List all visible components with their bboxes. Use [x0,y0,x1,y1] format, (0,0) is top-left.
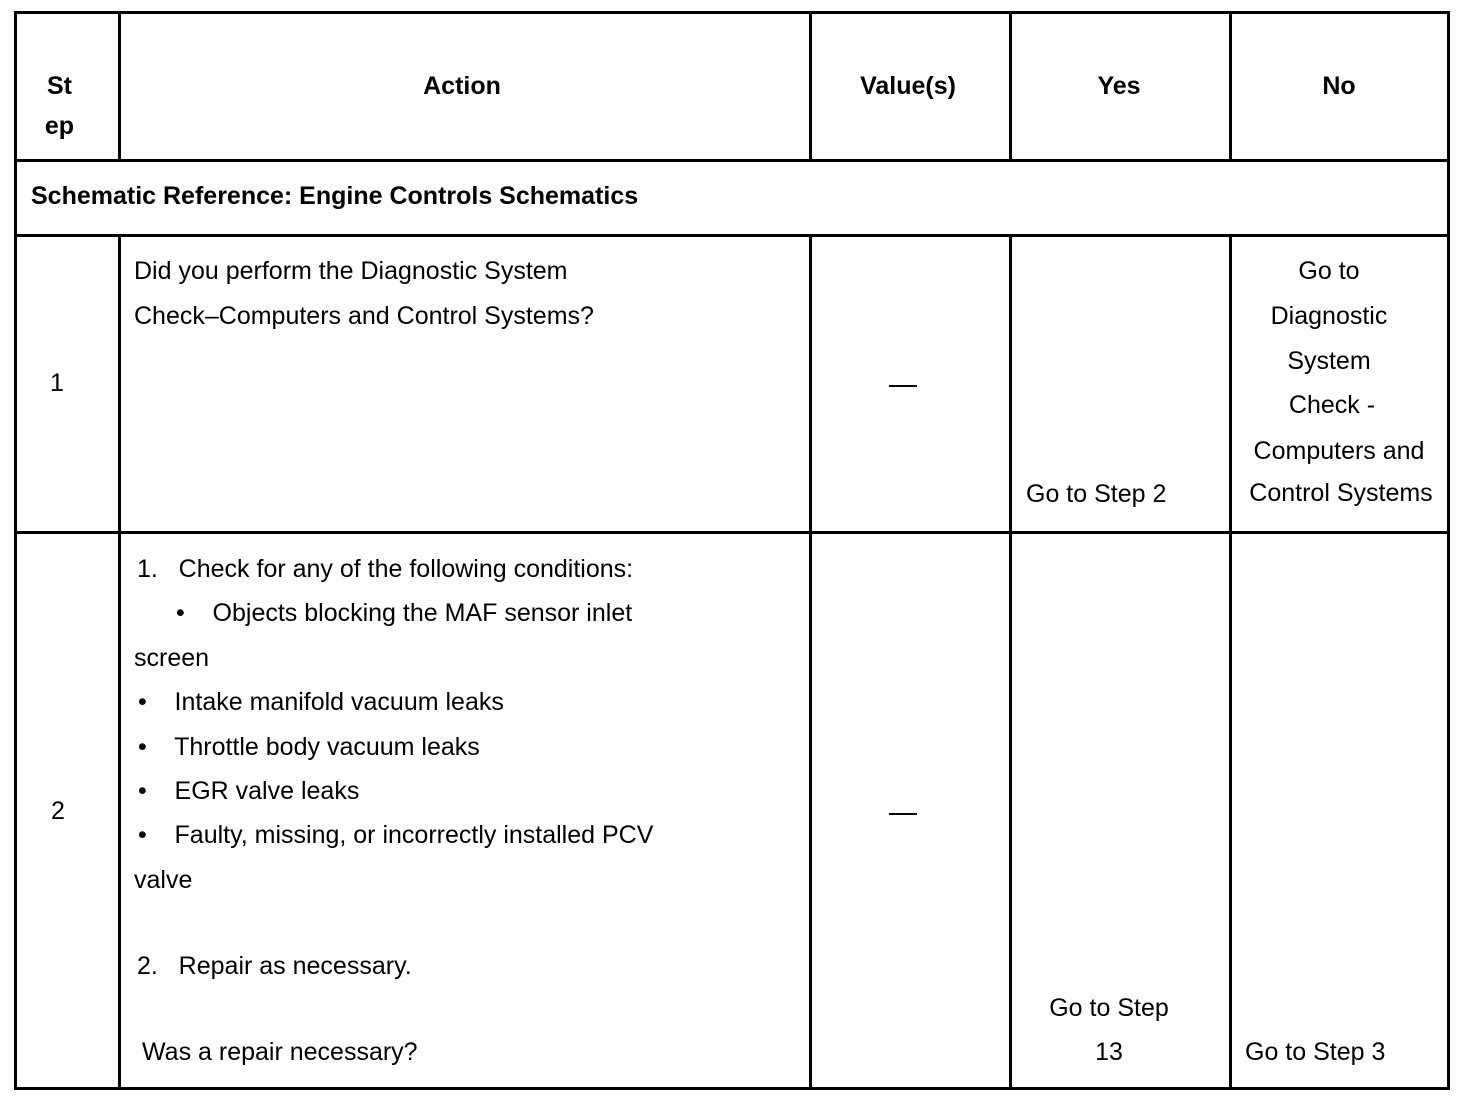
row1-step: 1 [50,369,64,397]
row2-step: 2 [51,797,65,825]
row1-action-line: Check–Computers and Control Systems? [134,302,594,330]
row1-action-line: Did you perform the Diagnostic System [134,257,568,285]
row2-yes-line: Go to Step [1049,994,1169,1022]
header-values: Value(s) [860,72,956,100]
row1-no-line: Go to [1298,257,1360,285]
row2-value-dash [889,813,917,815]
column-divider [809,235,812,1087]
header-action: Action [423,72,501,100]
row2-no: Go to Step 3 [1245,1038,1386,1066]
row1-no-line: Diagnostic [1270,302,1388,330]
row1-no-line: System [1287,347,1371,375]
header-no: No [1322,72,1356,100]
row2-bullet: • Intake manifold vacuum leaks [138,688,504,716]
column-divider [1009,235,1012,1087]
row1-value-dash [889,385,917,387]
row2-yes-line: 13 [1095,1038,1123,1066]
row2-bullet: • Faulty, missing, or incorrectly installed PCV [138,821,654,849]
row2-bullet: • Objects blocking the MAF sensor inlet [176,599,633,627]
row2-bullet-cont: valve [134,866,193,894]
header-step-line2: ep [44,112,75,140]
row1-yes: Go to Step 2 [1026,480,1167,508]
row2-bullet-cont: screen [134,644,210,672]
row-divider [17,234,1447,237]
column-divider [118,235,121,1087]
row1-no-line: Computers and [1253,437,1425,465]
diagnostic-table [14,11,1450,1090]
header-step-line1: St [47,72,72,100]
schematic-reference: Schematic Reference: Engine Controls Schematics [31,182,639,210]
row2-item1: 1. Check for any of the following conditions: [137,555,634,583]
row2-question: Was a repair necessary? [142,1038,418,1066]
row-divider [17,159,1447,162]
row1-no-line: Check - [1288,391,1376,419]
row2-item2: 2. Repair as necessary. [137,952,412,980]
row1-no-line: Control Systems [1249,479,1433,507]
row2-bullet: • EGR valve leaks [138,777,360,805]
header-yes: Yes [1097,72,1141,100]
row2-bullet: • Throttle body vacuum leaks [138,733,480,761]
row-divider [17,531,1447,534]
